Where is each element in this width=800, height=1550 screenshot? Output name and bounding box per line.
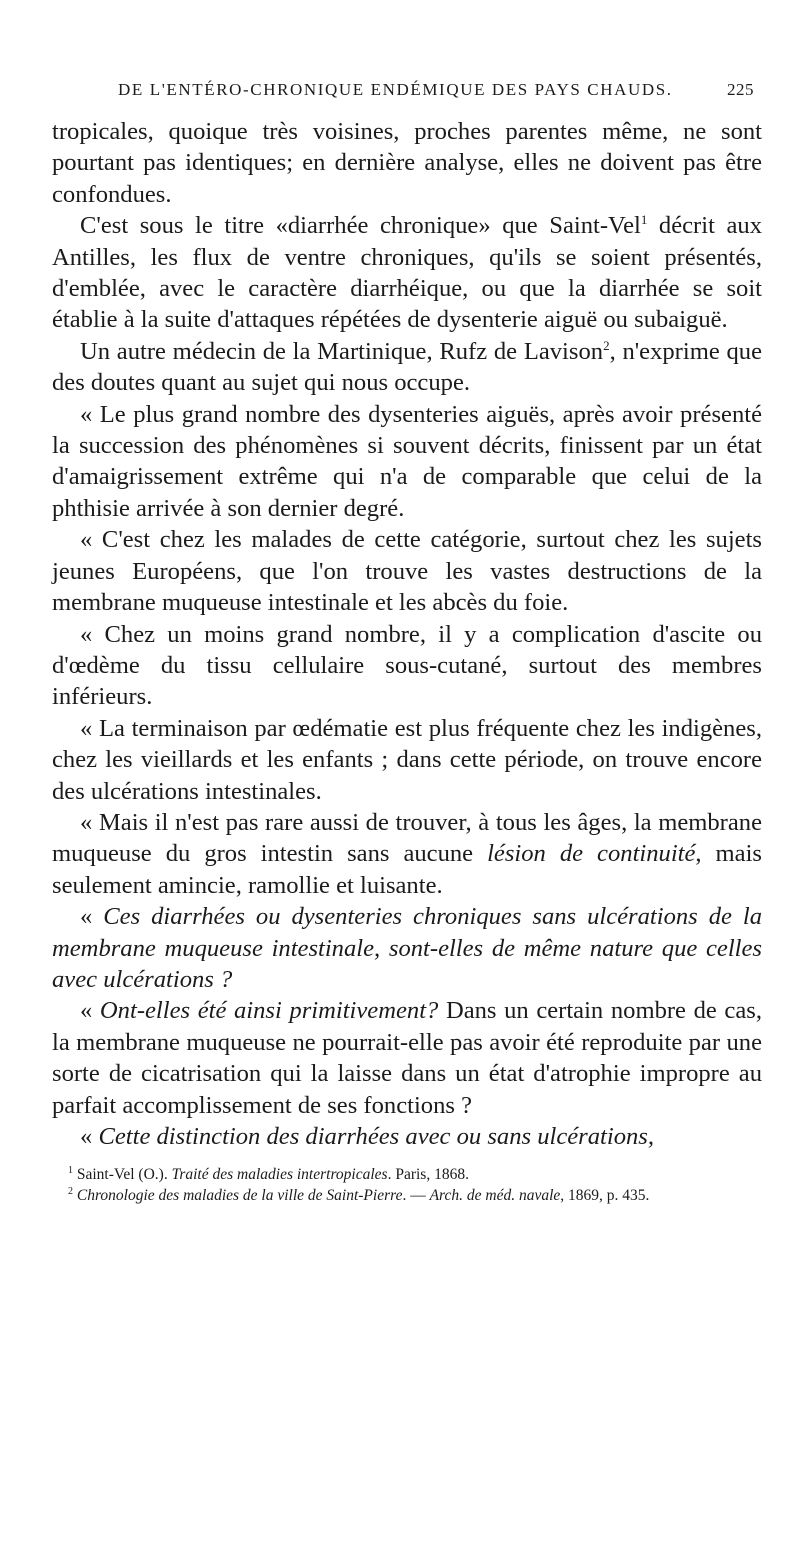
text-run: « La terminaison par œdématie est plus fréquente chez les indigènes, chez les vieillards et les enfants ; dans cette période, on trouve encore des ulcérations intestinales. xyxy=(52,714,762,805)
text-run: tropicales, quoique très voisines, proches parentes même, ne sont pourtant pas identiques; en dernière analyse, elles ne doivent pas être confondues. xyxy=(52,118,762,208)
italic-text: Ont-elles été ainsi primitivement? xyxy=(99,997,439,1025)
footnotes xyxy=(52,1164,762,1206)
footnote-marker: 1 xyxy=(640,212,648,228)
paragraph xyxy=(52,901,762,995)
italic-text: Traité des maladies intertropicales xyxy=(171,1166,388,1184)
footnote xyxy=(52,1185,762,1206)
text-run: . — xyxy=(402,1187,430,1205)
paragraph xyxy=(52,995,762,1121)
book-page xyxy=(0,80,800,1550)
text-run: « Chez un moins grand nombre, il y a complication d'ascite ou d'œdème du tissu cellulaire sous-cutané, surtout des membres inférieurs. xyxy=(52,620,762,711)
paragraph xyxy=(52,713,762,807)
text-run: Saint-Vel (O.). xyxy=(73,1166,172,1184)
body-text xyxy=(52,116,762,1152)
paragraph xyxy=(52,336,762,399)
text-run: « xyxy=(80,903,104,931)
text-run: . Paris, 1868. xyxy=(387,1166,469,1184)
italic-text: Chronologie des maladies de la ville de Saint-Pierre xyxy=(76,1187,403,1205)
text-run: « xyxy=(80,997,100,1025)
italic-text: Arch. de méd. navale xyxy=(429,1187,561,1205)
footnote-marker: 1 xyxy=(68,1165,73,1177)
italic-text: lésion de continuité xyxy=(487,840,696,868)
paragraph xyxy=(52,116,762,210)
text-run: , mais seulement amincie, ramollie et luisante. xyxy=(52,840,763,899)
paragraph xyxy=(52,210,762,336)
paragraph xyxy=(52,619,762,713)
paragraph xyxy=(52,807,762,901)
text-run: « xyxy=(80,1123,99,1150)
text-run: Dans un certain nombre de cas, la membrane muqueuse ne pourrait-elle pas avoir été reproduite par une sorte de cicatrisation qui la laisse dans un état d'atrophie impropre au parfait accomplissement de ses fonctions ? xyxy=(52,997,762,1119)
text-run: « Le plus grand nombre des dysenteries aiguës, après avoir présenté la succession des phénomènes si souvent décrits, finissent par un état d'amaigrissement extrême qui n'a de comparable que celui de la phthisie arrivée à son dernier degré. xyxy=(52,400,762,522)
footnote-marker: 2 xyxy=(68,1186,73,1198)
text-run: , n'exprime que des doutes quant au sujet qui nous occupe. xyxy=(52,337,763,397)
text-run: C'est sous le titre «diarrhée chronique» que Saint-Vel xyxy=(80,212,641,240)
paragraph xyxy=(52,1121,762,1152)
running-head xyxy=(52,80,762,116)
footnote xyxy=(52,1164,762,1185)
running-title: DE L'ENTÉRO-CHRONIQUE ENDÉMIQUE DES PAYS CHAUDS. xyxy=(118,80,673,99)
paragraph xyxy=(52,524,762,618)
text-run: Un autre médecin de la Martinique, Rufz de Lavison xyxy=(80,337,604,365)
italic-text: Ces diarrhées ou dysenteries chroniques sans ulcérations de la membrane muqueuse intestinale, sont-elles de même nature que celles avec ulcérations ? xyxy=(52,903,762,993)
paragraph xyxy=(52,399,762,525)
page-number: 225 xyxy=(727,80,754,99)
italic-text: Cette distinction des diarrhées avec ou sans ulcérations, xyxy=(98,1123,655,1150)
text-run: « C'est chez les malades de cette catégorie, surtout chez les sujets jeunes Européens, que l'on trouve les vastes destructions de la membrane muqueuse intestinale et les abcès du foie. xyxy=(52,526,762,617)
text-run: « Mais il n'est pas rare aussi de trouver, à tous les âges, la membrane muqueuse du gros intestin sans aucune xyxy=(52,808,762,868)
text-run: décrit aux Antilles, les flux de ventre chroniques, qu'ils se soient présentés, d'emblée, avec le caractère diarrhéique, ou que la diarrhée se soit établie à la suite d'attaques répétées de dysenterie aiguë ou subaiguë. xyxy=(52,212,762,334)
text-run: , 1869, p. 435. xyxy=(560,1187,650,1205)
footnote-marker: 2 xyxy=(603,337,610,353)
